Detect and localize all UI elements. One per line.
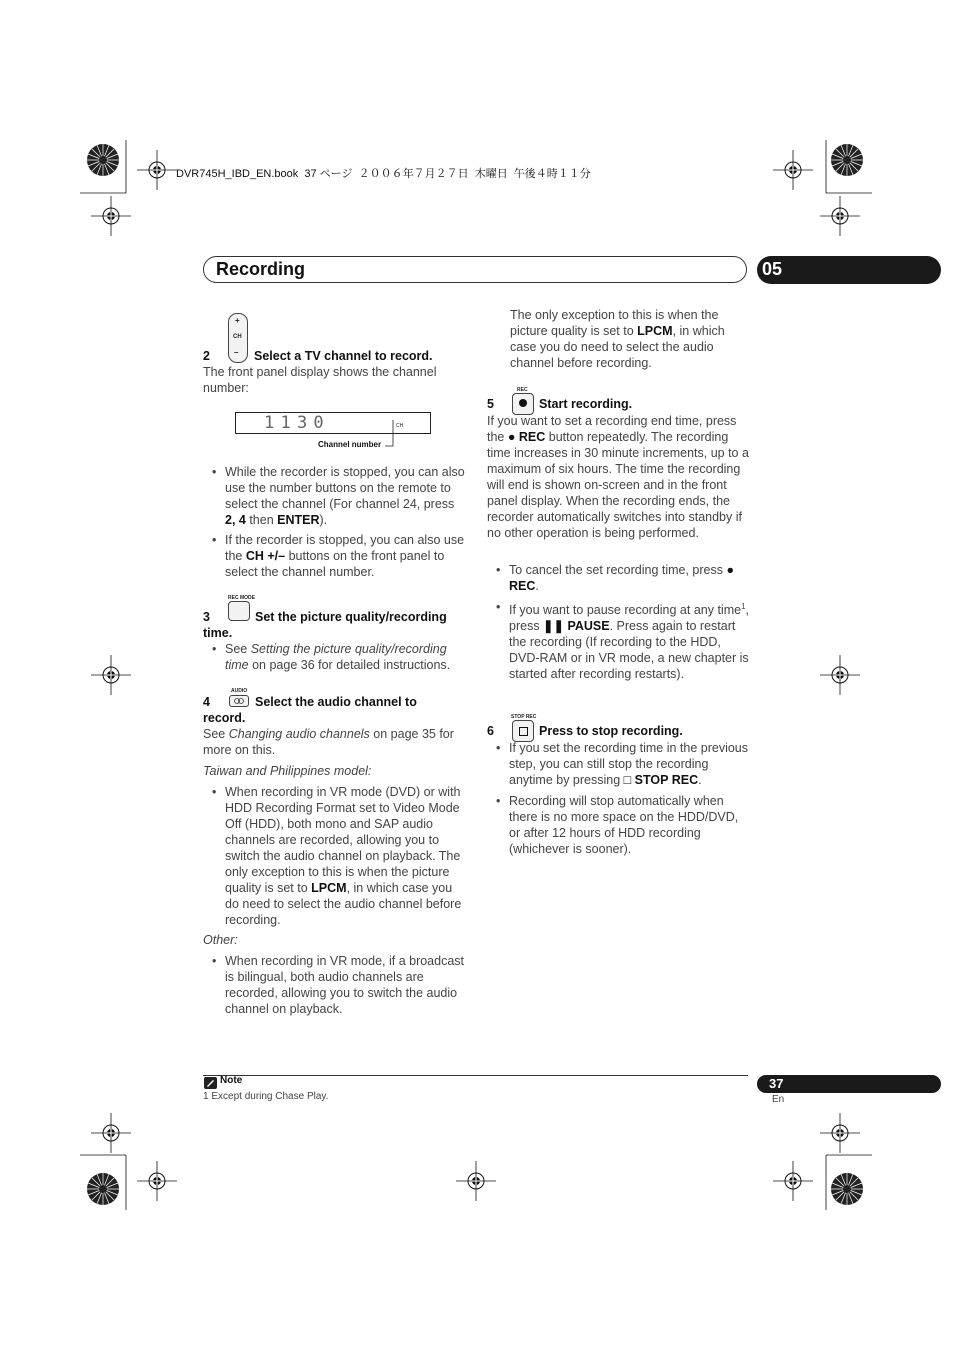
step-number: 2	[203, 349, 210, 363]
section-title: Recording	[216, 259, 306, 279]
list-item: • If you set the recording time in the previous step, you can still stop the recording anytime by pressing □ STOP REC.	[487, 740, 749, 788]
step-3-number: 3	[203, 610, 210, 624]
chapter-number: 05	[762, 259, 783, 279]
footnote: 1 Except during Chase Play.	[203, 1091, 329, 1102]
note-icon	[204, 1077, 217, 1089]
step-4-title: Select the audio channel to	[255, 695, 417, 709]
step-4-title-cont: record.	[203, 711, 246, 725]
step-2-title: Select a TV channel to record.	[254, 349, 433, 363]
step-2-description: The front panel display shows the channel number:	[203, 365, 437, 395]
stop-rec-button-icon	[512, 720, 534, 742]
step-5-title: Start recording.	[539, 397, 633, 411]
step-5-description: If you want to set a recording end time, press the ● REC button repeatedly. The recording time increases in 30 minute increments, up to a maximum of six hours. The time the recording will end is shown on-screen and in the front panel display. When the recording ends, the recorder automatically switches into standby if no other operation is being performed.	[487, 414, 749, 540]
step-2-bullets	[203, 464, 465, 580]
ch-label: CH	[233, 334, 242, 340]
list-item: • If the recorder is stopped, you can also use the CH +/– buttons on the front panel to select the channel number.	[203, 532, 465, 580]
other-label: Other:	[203, 933, 238, 947]
list-item: • While the recorder is stopped, you can also use the number buttons on the remote to select the channel (For channel 24, press 2, 4 then ENTER).	[203, 464, 465, 528]
step-3-bullets	[203, 641, 467, 673]
callout-line	[385, 420, 415, 450]
footer-rule	[203, 1075, 748, 1076]
ch-plus-label: +	[235, 316, 240, 325]
channel-number-callout: Channel number	[318, 440, 382, 449]
language-code: En	[772, 1094, 785, 1105]
rec-button-label: REC	[517, 387, 528, 393]
ch-minus-label: –	[234, 348, 239, 357]
list-item: • See Setting the picture quality/recording time on page 36 for detailed instructions.	[203, 641, 467, 673]
step-4-number: 4	[203, 695, 210, 709]
display-digits: 1 1 3 0	[264, 413, 322, 433]
model-label: Taiwan and Philippines model:	[203, 764, 372, 778]
step-5-bullets	[487, 562, 749, 682]
step-3-title: Set the picture quality/recording	[255, 610, 447, 624]
continued-text: The only exception to this is when the picture quality is set to LPCM, in which case you do need to select the audio channel before recording.	[510, 308, 725, 370]
step-2-heading	[203, 348, 225, 364]
step-6-number: 6	[487, 724, 494, 738]
step-3-title-cont: time.	[203, 626, 233, 640]
print-header-line: DVR745H_IBD_EN.book 37 ページ ２００６年７月２７日 木曜日 午後４時１１分	[176, 168, 591, 180]
rec-mode-button-label: REC MODE	[228, 595, 255, 601]
page-number-badge	[757, 1075, 941, 1093]
rec-mode-button-icon	[228, 601, 250, 621]
audio-button-icon	[229, 695, 249, 707]
step-4-bullets-taiwan	[203, 784, 465, 928]
step-6-title: Press to stop recording.	[539, 724, 683, 738]
list-item: • When recording in VR mode (DVD) or with HDD Recording Format set to Video Mode Off (HDD), both mono and SAP audio channels are recorded, allowing you to switch the audio channel on playback. The only exception to this is when the picture quality is set to LPCM, in which case you do need to select the audio channel before recording.	[203, 784, 465, 928]
list-item: • If you want to pause recording at any time$^1$, press ❚❚ PAUSE. Press again to restart the recording (If recording to the HDD, DVD-RAM or in VR mode, a new chapter is started after recording restarts).	[487, 599, 749, 682]
list-item: • When recording in VR mode, if a broadcast is bilingual, both audio channels are recorded, allowing you to switch the audio channel on playback.	[203, 953, 465, 1017]
chapter-badge	[757, 256, 941, 284]
list-item: • Recording will stop automatically when there is no more space on the HDD/DVD, or after 12 hours of HDD recording (whichever is sooner).	[487, 793, 749, 857]
note-label: Note	[220, 1075, 243, 1086]
step-4-description: See Changing audio channels on page 35 for more on this.	[203, 727, 454, 757]
audio-button-label: AUDIO	[231, 688, 248, 694]
list-item: • To cancel the set recording time, press ● REC.	[487, 562, 749, 594]
rec-button-icon	[512, 393, 534, 415]
stop-rec-button-label: STOP REC	[511, 714, 537, 720]
step-4-bullets-other	[203, 953, 465, 1017]
display-ch-indicator: CH	[396, 423, 404, 429]
page-number: 37	[769, 1076, 784, 1091]
step-6-bullets	[487, 740, 749, 857]
step-5-number: 5	[487, 397, 494, 411]
